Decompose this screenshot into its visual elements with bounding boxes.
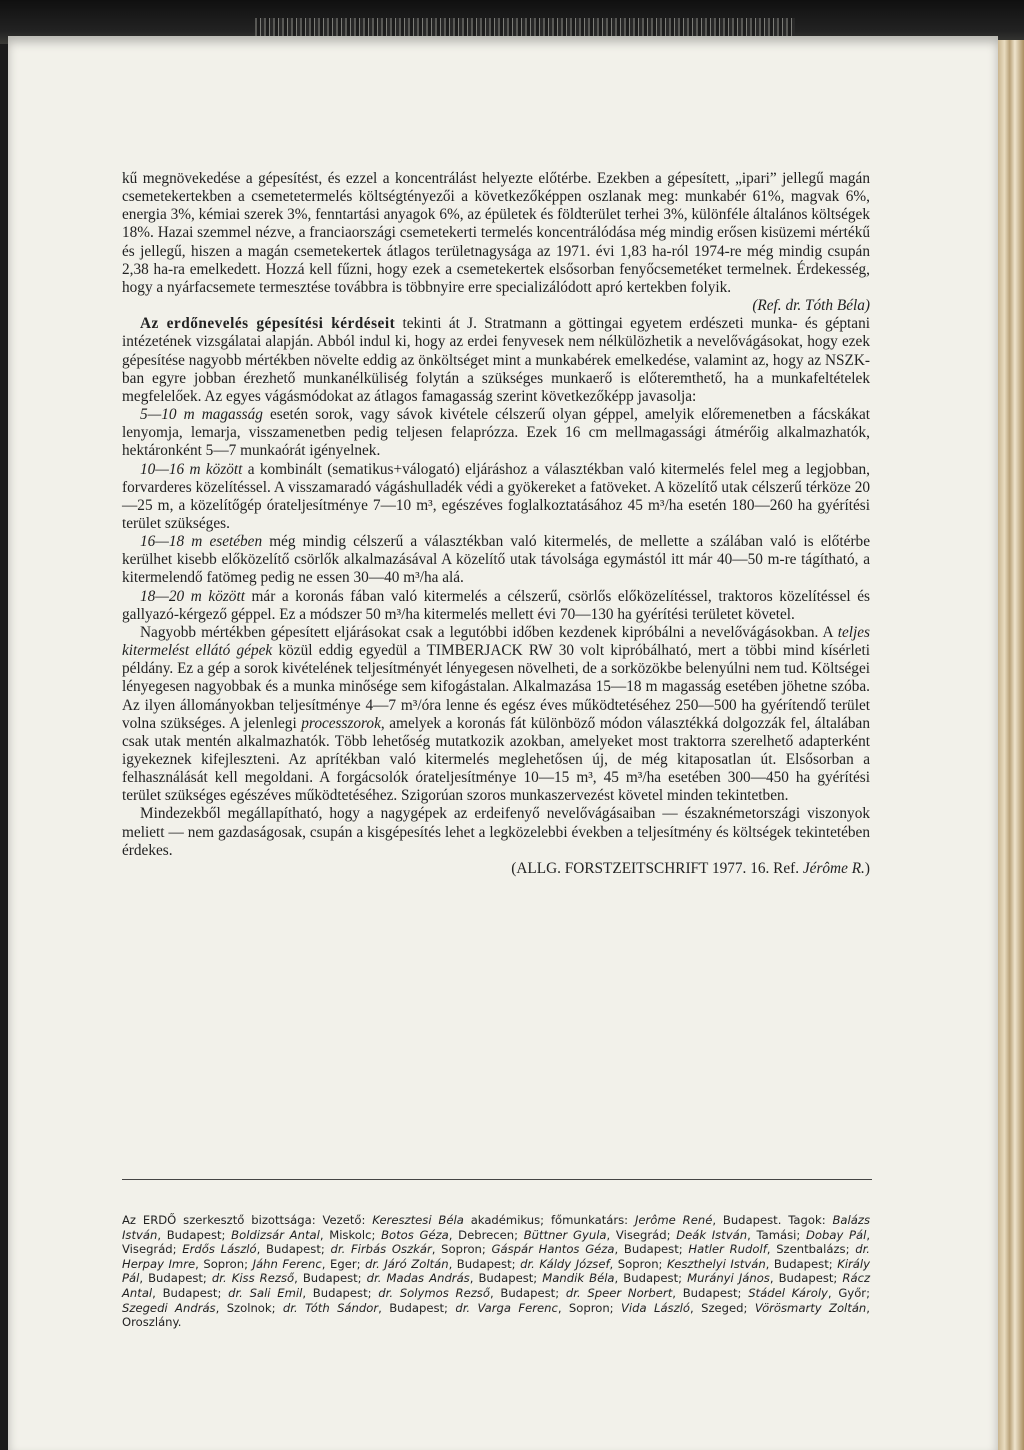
paragraph-mechanized: Nagyobb mértékben gépesített eljárásokat csak a legutóbbi időben kezdenek kipróbálni a nevelővágásokban. A teljes kitermelést ellátó gépek közül eddig egyedül a TIMBERJACK RW 30 volt kipróbálható, mert a többi mind kísérleti példány. Ez a gép a sorok kivételének teljesítményét lényegesen növelheti, de a sorközökbe belenyúlni nem tud. Költségei lényegesen nagyobbak és a munka minősége sem kifogástalan. Alkalmazása 15—18 m magasság esetében jöhetne szóba. Az ilyen állományokban teljesítménye 4—7 m³/óra lenne és egész éves működtetéséhez 250—500 ha gyérítendő terület volna szükséges. A jelenlegi processzorok, amelyek a koronás fát különböző módon választékká dolgozzák fel, általában csak utak mentén alkalmazhatók. Több lehetőség mutatkozik azokban, amelyeket most traktorra szerelhető adapterként igyekeznek kifejleszteni. Az aprítékban való kitermelés meglehetősen új, de még kitaposatlan út. Elsősorban a felhasználását kell megoldani. A forgácsolók órateljesítménye 10—15 m³, 45 m³/ha esetében 300—450 ha gyérítési terület szükséges egészéves működtetéséhez. Szigorúan szoros munkaszervezést követel minden tekintetben. xyxy=(122,623,870,805)
paragraph-stratmann: Az erdőnevelés gépesítési kérdéseit tekinti át J. Stratmann a göttingai egyetem erdészeti munka- és géptani intézetének vizsgálatai alapján. Abból indul ki, hogy az erdei fenyvesek nem nélkülözhetik a nevelővágásokat, hogy ezek gépesítése nagyobb mértékben növelte eddig az önköltséget mint a munkabérek emelkedése, valamint az, hogy az NSZK-ban egyre jobban érezhető munkanélküliség folytán a szükséges munkaerő is előteremthető, ha a munkafeltételek megfelelőek. Az egyes vágásmódokat az átlagos famagasság szerint következőképp javasolja: xyxy=(122,315,870,405)
paragraph-5-10m: 5—10 m magasság esetén sorok, vagy sávok kivétele célszerű olyan géppel, amelyik előremenetben a fácskákat lenyomja, lemarja, visszamenetben pedig teljesen felaprózza. Ezek 16 cm mellmagassági átmérőig alkalmazhatók, hektáronként 5—7 munkaórát igényelnek. xyxy=(122,406,870,460)
section-heading: Az erdőnevelés gépesítési kérdéseit xyxy=(140,315,396,333)
editorial-board-note: Az ERDŐ szerkesztő bizottsága: Vezető: Keresztesi Béla akadémikus; főmunkatárs: Jerôme René, Budapest. Tagok: Balázs István, Budapest; Boldizsár Antal, Miskolc; Botos Géza, Debrecen; Büttner Gyula, Visegrád; Deák István, Tamási; Dobay Pál, Visegrád; Erdős László, Budapest; dr. Firbás Oszkár, Sopron; Gáspár Hantos Géza, Budapest; Hatler Rudolf, Szentbalázs; dr. Herpay Imre, Sopron; Jáhn Ferenc, Eger; dr. Járó Zoltán, Budapest; dr. Káldy József, Sopron; Keszthelyi István, Budapest; Király Pál, Budapest; dr. Kiss Rezső, Budapest; dr. Madas András, Budapest; Mandik Béla, Budapest; Murányi János, Budapest; Rácz Antal, Budapest; dr. Sali Emil, Budapest; dr. Solymos Rezső, Budapest; dr. Speer Norbert, Budapest; Stádel Károly, Győr; Szegedi András, Szolnok; dr. Tóth Sándor, Budapest; dr. Varga Ferenc, Sopron; Vida László, Szeged; Vörösmarty Zoltán, Oroszlány. xyxy=(122,1213,871,1330)
paragraph-18-20m: 18—20 m között már a koronás fában való kitermelés a célszerű, csörlős előközelítéssel, traktoros közelítéssel és gallyazó-kérgező géppel. Ez a módszer 50 m³/ha kitermelés mellett évi 70—130 ha gyérítési területet követel. xyxy=(122,587,870,623)
paragraph-16-18m: 16—18 m esetében még mindig célszerű a választékban való kitermelés, de mellette a szálában való is előtérbe kerülhet kisebb előközelítő csörlők alkalmazásával A közelítő utak távolsága egymástól itt már 40—50 m-re tágítható, a kitermelendő fatömeg pedig ne essen 30—40 m³/ha alá. xyxy=(122,533,870,587)
page-stack-edge xyxy=(998,40,1024,1450)
footer-divider xyxy=(122,1179,872,1180)
paragraph-intro-continuation: kű megnövekedése a gépesítést, és ezzel a koncentrálást helyezte előtérbe. Ezekben a gépesített, „ipari” jellegű magán csemetekertekben a csemetetermelés költségtényezői a következőképpen oszlanak meg: munkabér 61%, magvak 6%, energia 3%, kémiai szerek 3%, fenntartási anyagok 6%, az épületek és földterület terhei 3%, különféle általános költségek 18%. Hazai szemmel nézve, a franciaországi csemetekerti termelés koncentrálódása még mindig erősen kisüzemi mértékű és jellegű, hiszen a magán csemetekertek átlagos területnagysága az 1971. évi 1,83 ha-ról 1974-re még mindig csupán 2,38 ha-ra emelkedett. Hozzá kell fűzni, hogy ezek a csemetekertek elsősorban fenyőcsemetéket termelnek. Érdekesség, hogy a nyárfacsemete termesztése továbbra is többnyire erre specializálódott apró kertekben folyik. xyxy=(122,170,870,296)
reference-line-1: (Ref. dr. Tóth Béla) xyxy=(752,297,870,315)
article-body xyxy=(122,170,870,878)
reference-line-2: (ALLG. FORSTZEITSCHRIFT 1977. 16. Ref. Jérôme R.) xyxy=(511,859,870,877)
paragraph-conclusion: Mindezekből megállapítható, hogy a nagygépek az erdeifenyő nevelővágásaiban — északnémetországi viszonyok meliett — nem gazdaságosak, csupán a kisgépesítés lehet a legközelebbi években a teljesítmény és költségek tekintetében érdekes. xyxy=(122,805,870,859)
paragraph-10-16m: 10—16 m között a kombinált (sematikus+válogató) eljáráshoz a választékban való kitermelés felel meg a legjobban, forvarderes közelítéssel. A visszamaradó vágáshulladék védi a gyökereket a fatöveket. A közelítő utak célszerű térköze 20—25 m, a közelítőgép órateljesítménye 7—10 m³, egészéves foglalkoztatásához 45 m³/ha esetén 180—260 ha gyérítési terület szükséges. xyxy=(122,460,870,532)
